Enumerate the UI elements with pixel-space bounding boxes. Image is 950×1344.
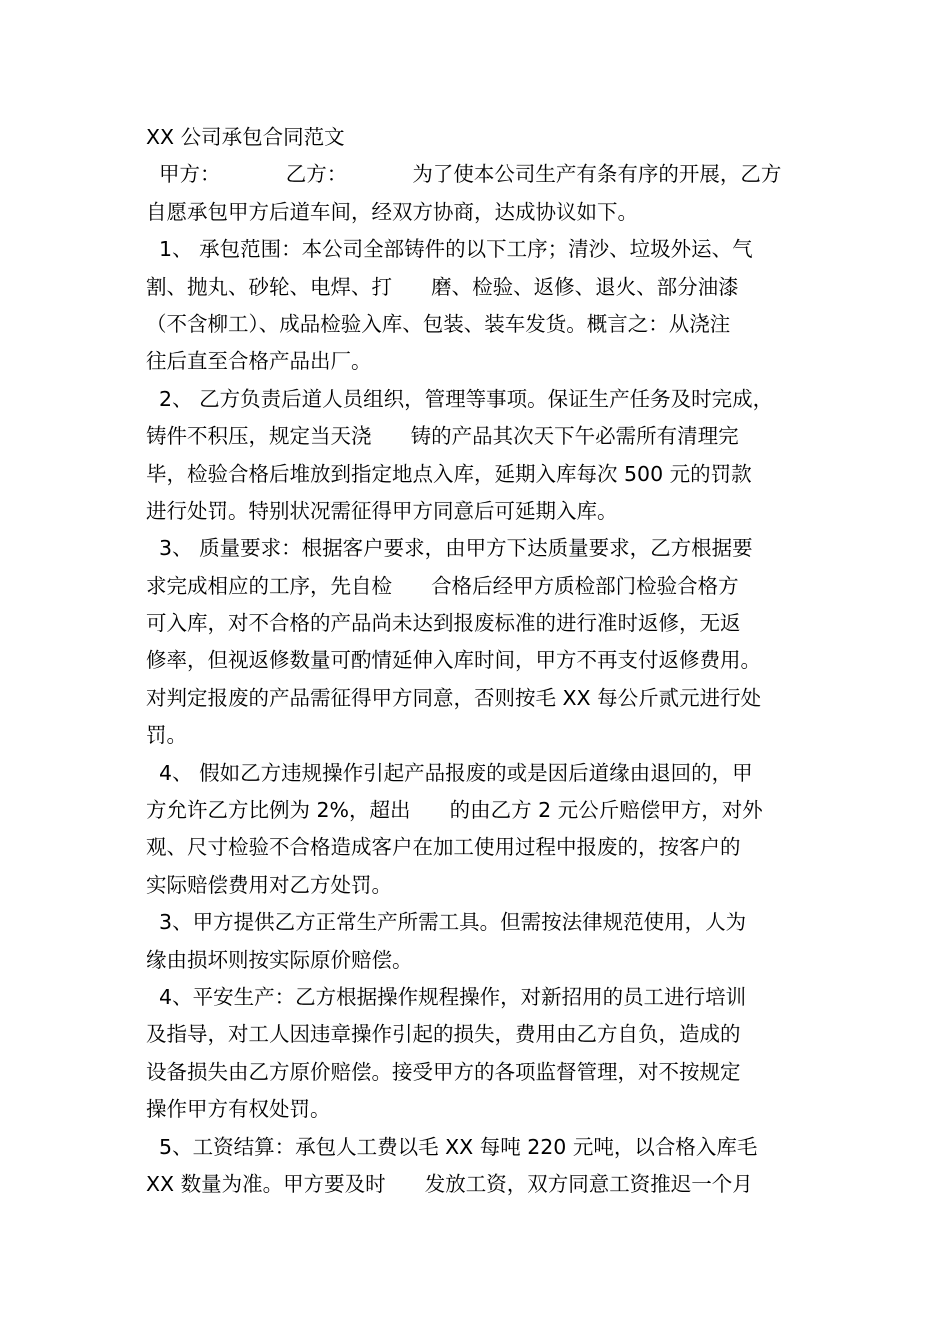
- text-line: 操作甲方有权处罚。: [146, 1097, 331, 1122]
- document-body: [146, 119, 836, 1203]
- text-line: XX 数量为准。甲方要及时 发放工资，双方同意工资推迟一个月: [146, 1171, 753, 1196]
- document-title: XX 公司承包合同范文: [146, 125, 345, 149]
- text-line: 4、平安生产：乙方根据操作规程操作，对新招用的员工进行培训: [146, 984, 747, 1009]
- text-line: 修率，但视返修数量可酌情延伸入库时间，甲方不再支付返修费用。: [146, 648, 761, 673]
- text-line: 观、尺寸检验不合格造成客户在加工使用过程中报废的，按客户的: [146, 835, 741, 860]
- text-line: 罚。: [146, 723, 187, 748]
- text-line: 可入库，对不合格的产品尚未达到报废标准的进行准时返修，无返: [146, 611, 741, 636]
- text-line: 自愿承包甲方后道车间，经双方协商，达成协议如下。: [146, 199, 638, 224]
- text-line: 5、工资结算：承包人工费以毛 XX 每吨 220 元吨，以合格入库毛: [146, 1134, 758, 1159]
- text-line: 缘由损坏则按实际原价赔偿。: [146, 947, 413, 972]
- text-line: 4、 假如乙方违规操作引起产品报废的或是因后道缘由退回的，甲: [146, 760, 753, 785]
- text-line: 往后直至合格产品出厂。: [146, 349, 372, 374]
- text-line: 及指导，对工人因违章操作引起的损失，费用由乙方自负，造成的: [146, 1022, 741, 1047]
- text-line: 毕，检验合格后堆放到指定地点入库，延期入库每次 500 元的罚款: [146, 461, 752, 486]
- text-line: 设备损失由乙方原价赔偿。接受甲方的各项监督管理，对不按规定: [146, 1059, 741, 1084]
- text-line: 铸件不积压，规定当天浇 铸的产品其次天下午必需所有清理完: [146, 424, 739, 449]
- text-line: 进行处罚。特别状况需征得甲方同意后可延期入库。: [146, 498, 618, 523]
- text-line: 方允许乙方比例为 2%，超出 的由乙方 2 元公斤赔偿甲方，对外: [146, 798, 763, 823]
- text-line: 3、 质量要求：根据客户要求，由甲方下达质量要求，乙方根据要: [146, 536, 753, 561]
- text-line: 割、抛丸、砂轮、电焊、打 磨、检验、返修、退火、部分油漆: [146, 274, 739, 299]
- text-line: 1、 承包范围：本公司全部铸件的以下工序；清沙、垃圾外运、气: [146, 237, 753, 262]
- text-line: 实际赔偿费用对乙方处罚。: [146, 872, 392, 897]
- text-line: 2、 乙方负责后道人员组织，管理等事项。保证生产任务及时完成，: [146, 386, 774, 411]
- text-line: （不含柳工）、成品检验入库、包装、装车发货。概言之：从浇注: [146, 311, 731, 336]
- text-line: 对判定报废的产品需征得甲方同意，否则按毛 XX 每公斤贰元进行处: [146, 685, 762, 710]
- text-line: 甲方： 乙方： 为了使本公司生产有条有序的开展，乙方: [146, 162, 782, 187]
- text-line: 求完成相应的工序，先自检 合格后经甲方质检部门检验合格方: [146, 573, 739, 598]
- text-line: 3、甲方提供乙方正常生产所需工具。但需按法律规范使用，人为: [146, 910, 747, 935]
